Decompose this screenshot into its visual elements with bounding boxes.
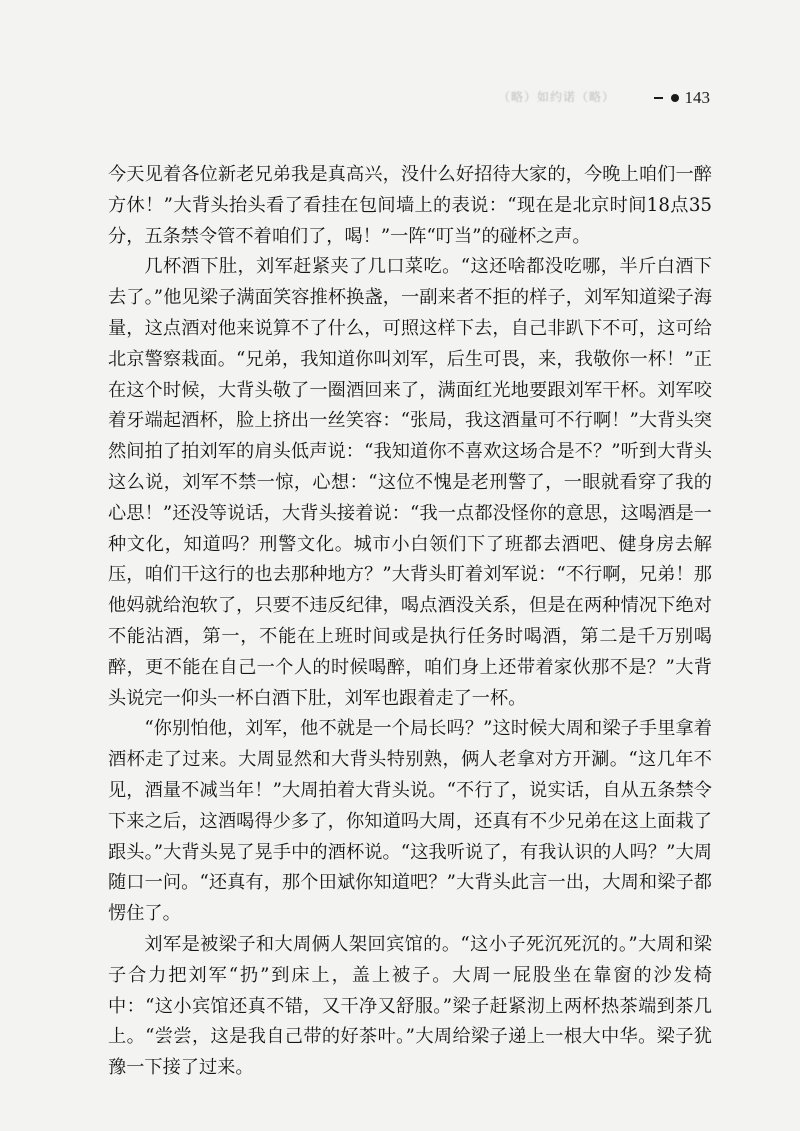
paragraph-3: “你别怕他，刘军，他不就是一个局长吗？”这时候大周和梁子手里拿着酒杯走了过来。大周显然和大背头特别熟，俩人老拿对方开涮。“这几年不见，酒量不减当年！”大周拍着大背头说。“不行了，说实话，自从五条禁令下来之后，这酒喝得少多了，你知道吗大周，还真有不少兄弟在这上面栽了跟头。”大背头晃了晃手中的酒杯说。“这我听说了，有我认识的人吗？”大周随口一问。“还真有，那个田斌你知道吧？”大背头此言一出，大周和梁子都愣住了。 — [108, 718, 712, 925]
page-number: 143 — [684, 88, 710, 107]
paragraph-4: 刘军是被梁子和大周俩人架回宾馆的。“这小子死沉死沉的。”大周和梁子合力把刘军“扔”到床上，盖上被子。大周一屁股坐在靠窗的沙发椅中：“这小宾馆还真不错，又干净又舒服。”梁子赶紧沏上两杯热茶端到茶几上。“尝尝，这是我自己带的好茶叶。”大周给梁子递上一根大中华。梁子犹豫一下接了过来。 — [108, 933, 712, 1079]
paragraph-2: 几杯酒下肚，刘军赶紧夹了几口菜吃。“这还啥都没吃哪，半斤白酒下去了。”他见梁子满面笑容推杯换盏，一副来者不拒的样子，刘军知道梁子海量，这点酒对他来说算不了什么，可照这样下去，自己非趴下不可，这可给北京警察栽面。“兄弟，我知道你叫刘军，后生可畏，来，我敬你一杯！”正在这个时候，大背头敬了一圈酒回来了，满面红光地要跟刘军干杯。刘军咬着牙端起酒杯，脸上挤出一丝笑容：“张局，我这酒量可不行啊！”大背头突然间拍了拍刘军的肩头低声说：“我知道你不喜欢这场合是不？”听到大背头这么说，刘军不禁一惊，心想：“这位不愧是老刑警了，一眼就看穿了我的心思！”还没等说话，大背头接着说：“我一点都没怪你的意思，这喝酒是一种文化，知道吗？刑警文化。城市小白领们下了班都去酒吧、健身房去解压，咱们干这行的也去那种地方？”大背头盯着刘军说：“不行啊，兄弟！那他妈就给泡软了，只要不违反纪律，喝点酒没关系，但是在两种情况下绝对不能沾酒，第一，不能在上班时间或是执行任务时喝酒，第二是千万别喝醉，更不能在自己一个人的时候喝醉，咱们身上还带着家伙那不是？”大背头说完一仰头一杯白酒下肚，刘军也跟着走了一杯。 — [108, 256, 712, 709]
paragraph-1: 今天见着各位新老兄弟我是真高兴，没什么好招待大家的，今晚上咱们一醉方休！”大背头抬头看了看挂在包间墙上的表说：“现在是北京时间18点35分，五条禁令管不着咱们了，喝！”一阵“叮当”的碰杯之声。 — [108, 164, 712, 247]
page-header — [654, 88, 711, 108]
bullet-icon — [671, 94, 679, 102]
header-dash-icon — [654, 97, 663, 99]
bleed-through-text: （略）如约诺（略） — [498, 90, 616, 104]
body-text — [108, 160, 712, 1084]
